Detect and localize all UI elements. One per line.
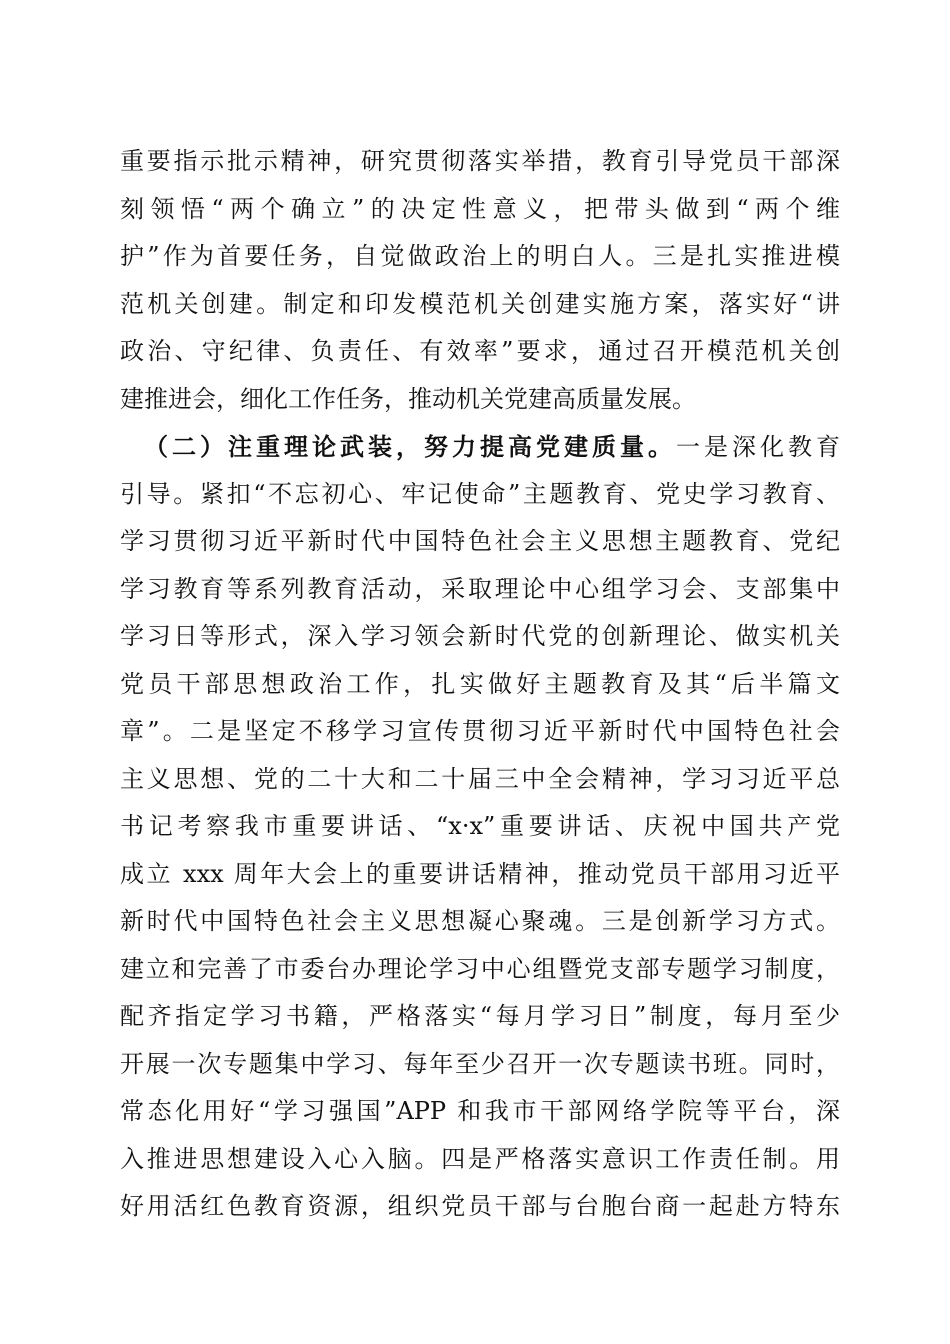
- text-line: 成立 xxx 周年大会上的重要讲话精神，推动党员干部用习近平: [120, 859, 840, 888]
- text-line: 范机关创建。制定和印发模范机关创建实施方案，落实好“讲: [120, 289, 840, 318]
- text-line: 学习日等形式，深入学习领会新时代党的创新理论、做实机关: [120, 622, 840, 650]
- text-line: 学习教育等系列教育活动，采取理论中心组学习会、支部集中: [120, 574, 840, 603]
- text-line: 引导。紧扣“不忘初心、牢记使命”主题教育、党史学习教育、: [120, 479, 840, 508]
- text-line: 主义思想、党的二十大和二十届三中全会精神，学习习近平总: [120, 764, 840, 793]
- text-line: 书记考察我市重要讲话、“x·x”重要讲话、庆祝中国共产党: [120, 812, 840, 840]
- text-line: 刻领悟“两个确立”的决定性意义，把带头做到“两个维: [120, 194, 840, 223]
- text-line: 政治、守纪律、负责任、有效率”要求，通过召开模范机关创: [120, 337, 840, 365]
- text-line: 党员干部思想政治工作，扎实做好主题教育及其“后半篇文: [120, 669, 840, 698]
- text-line: 章”。二是坚定不移学习宣传贯彻习近平新时代中国特色社会: [120, 717, 840, 745]
- text-line: 开展一次专题集中学习、每年至少召开一次专题读书班。同时，: [120, 1049, 840, 1078]
- text-line: 重要指示批示精神，研究贯彻落实举措，教育引导党员干部深: [120, 147, 840, 175]
- text-line: 学习贯彻习近平新时代中国特色社会主义思想主题教育、党纪: [120, 527, 840, 555]
- text-line: 常态化用好“学习强国”APP 和我市干部网络学院等平台，深: [120, 1097, 840, 1125]
- section-heading: （二）注重理论武装，努力提高党建质量。: [144, 432, 676, 461]
- text-line: 建立和完善了市委台办理论学习中心组暨党支部专题学习制度，: [120, 954, 840, 983]
- text-line: 好用活红色教育资源，组织党员干部与台胞台商一起赴方特东: [120, 1192, 840, 1220]
- text-line: 护”作为首要任务，自觉做政治上的明白人。三是扎实推进模: [120, 242, 840, 270]
- text-line: 建推进会，细化工作任务，推动机关党建高质量发展。: [120, 384, 696, 413]
- text-line: 入推进思想建设入心入脑。四是严格落实意识工作责任制。用: [120, 1144, 840, 1173]
- text-line: 新时代中国特色社会主义思想凝心聚魂。三是创新学习方式。: [120, 907, 840, 935]
- text-line: 配齐指定学习书籍，严格落实“每月学习日”制度，每月至少: [120, 1002, 840, 1030]
- document-body: [120, 138, 840, 1231]
- section-heading-line: （二）注重理论武装，努力提高党建质量。一是深化教育: [144, 432, 840, 461]
